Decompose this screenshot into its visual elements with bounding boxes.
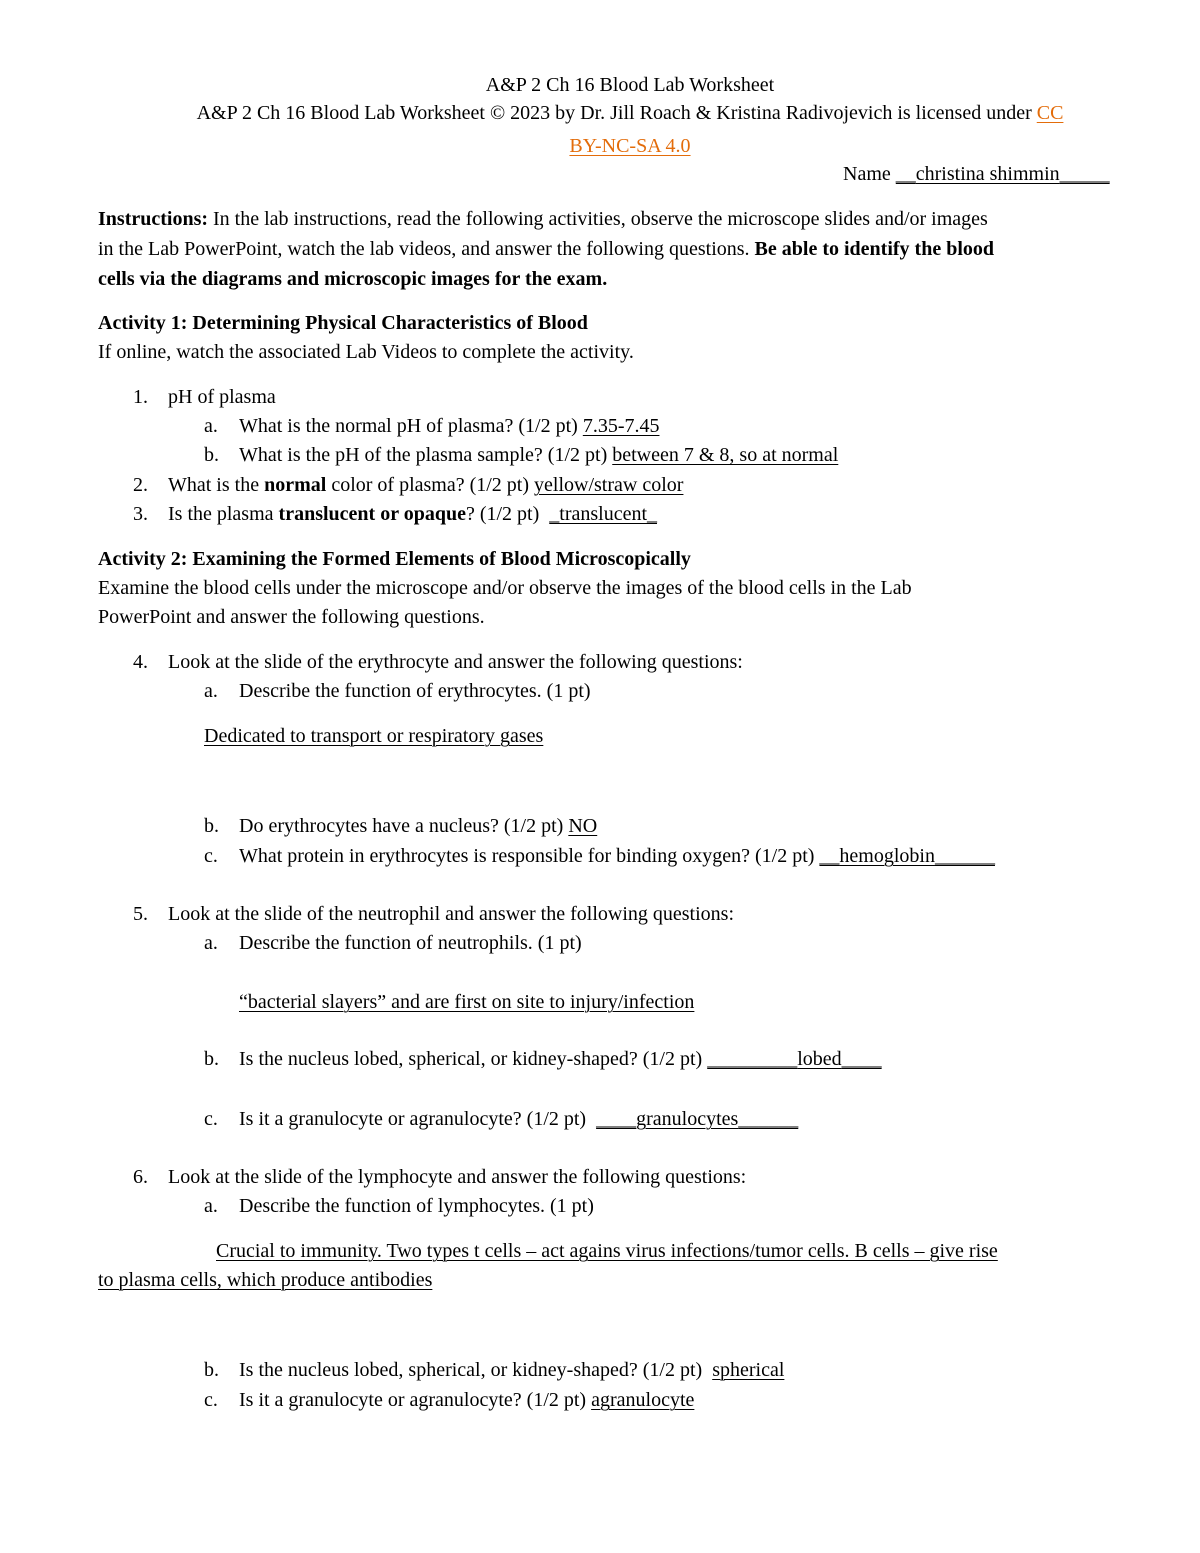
q5c-question: Is it a granulocyte or agranulocyte? (1/2 pt) <box>239 1108 587 1130</box>
q1b-answer[interactable]: between 7 & 8, so at normal <box>612 444 839 466</box>
q6-text: Look at the slide of the lymphocyte and answer the following questions: <box>168 1166 747 1188</box>
q4b <box>239 814 597 838</box>
q5c-letter: c. <box>204 1108 218 1130</box>
q1b-question: What is the pH of the plasma sample? (1/2 pt) <box>239 444 608 466</box>
activity1-heading: Activity 1: Determining Physical Characteristics of Blood <box>98 312 588 334</box>
name-label: Name <box>843 163 891 185</box>
q5a-question: Describe the function of neutrophils. (1 pt) <box>239 932 582 954</box>
q5b-question: Is the nucleus lobed, spherical, or kidney-shaped? (1/2 pt) <box>239 1048 703 1070</box>
q2-pre: What is the <box>168 474 260 496</box>
name-post-blank: _____ <box>1059 163 1110 185</box>
license-link-text[interactable]: BY-NC-SA 4.0 <box>569 135 691 157</box>
q3-number: 3. <box>133 503 148 525</box>
q2-post: color of plasma? (1/2 pt) <box>331 474 530 496</box>
q4c-answer-pre: __ <box>819 845 840 867</box>
activity2-heading: Activity 2: Examining the Formed Elements of Blood Microscopically <box>98 548 691 570</box>
instructions-text-1: In the lab instructions, read the following activities, observe the microscope slides and/or images <box>213 208 988 230</box>
q2-bold: normal <box>264 474 327 496</box>
q6c-answer[interactable]: agranulocyte <box>591 1389 695 1411</box>
q6a-question: Describe the function of lymphocytes. (1 pt) <box>239 1195 594 1217</box>
instructions-label: Instructions: <box>98 208 209 230</box>
q4a-letter: a. <box>204 680 218 702</box>
instructions-text-2: in the Lab PowerPoint, watch the lab videos, and answer the following questions. <box>98 238 750 260</box>
q4a-question: Describe the function of erythrocytes. (1 pt) <box>239 680 591 702</box>
q3-bold: translucent or opaque <box>278 503 466 525</box>
q1-number: 1. <box>133 386 148 408</box>
q5c <box>239 1107 798 1131</box>
q6a-answer-line-1[interactable]: Crucial to immunity. Two types t cells – act agains virus infections/tumor cells. B cells – give rise <box>216 1240 998 1262</box>
q2-answer[interactable]: yellow/straw color <box>534 474 684 496</box>
q4c <box>239 844 995 868</box>
q6b-answer[interactable]: spherical <box>712 1359 785 1381</box>
q5c-answer-pre: ____ <box>596 1108 637 1130</box>
q2 <box>168 473 683 497</box>
q5b-answer-pre: _________ <box>707 1048 798 1070</box>
q4b-answer[interactable]: NO <box>568 815 598 837</box>
q4-number: 4. <box>133 651 148 673</box>
q5c-answer-post: ______ <box>738 1108 799 1130</box>
instructions-line-2 <box>98 237 994 261</box>
q6c-question: Is it a granulocyte or agranulocyte? (1/2 pt) <box>239 1389 587 1411</box>
q2-number: 2. <box>133 474 148 496</box>
q6b-letter: b. <box>204 1359 219 1381</box>
q5b-answer-post: ____ <box>841 1048 882 1070</box>
q5-text: Look at the slide of the neutrophil and answer the following questions: <box>168 903 734 925</box>
q5a-letter: a. <box>204 932 218 954</box>
license-line <box>0 101 1200 125</box>
instructions-bold-2: Be able to identify the blood <box>754 238 994 260</box>
q1a <box>239 414 659 438</box>
activity1-intro: If online, watch the associated Lab Videos to complete the activity. <box>98 341 634 363</box>
license-link[interactable]: CC <box>1036 102 1064 124</box>
q3-post: ? (1/2 pt) <box>465 503 540 525</box>
document-title: A&P 2 Ch 16 Blood Lab Worksheet <box>485 74 775 96</box>
q5b-answer[interactable]: lobed <box>797 1048 842 1070</box>
q6b-question: Is the nucleus lobed, spherical, or kidney-shaped? (1/2 pt) <box>239 1359 703 1381</box>
q1a-question: What is the normal pH of plasma? (1/2 pt) <box>239 415 578 437</box>
q5a-answer[interactable]: “bacterial slayers” and are first on site to injury/infection <box>239 991 695 1013</box>
q6c <box>239 1388 694 1412</box>
q4c-answer-post: ______ <box>934 845 995 867</box>
activity2-intro-line-2: PowerPoint and answer the following questions. <box>98 606 485 628</box>
name-value[interactable]: christina shimmin <box>915 163 1060 185</box>
q6-number: 6. <box>133 1166 148 1188</box>
q4c-question: What protein in erythrocytes is responsible for binding oxygen? (1/2 pt) <box>239 845 815 867</box>
q5c-answer[interactable]: granulocytes <box>636 1108 739 1130</box>
q6c-letter: c. <box>204 1389 218 1411</box>
q1-text: pH of plasma <box>168 386 276 408</box>
q5b <box>239 1047 882 1071</box>
q3-pre: Is the plasma <box>168 503 274 525</box>
q6b <box>239 1358 784 1382</box>
q3-answer[interactable]: _translucent_ <box>549 503 658 525</box>
instructions-line-3: cells via the diagrams and microscopic images for the exam. <box>98 268 608 290</box>
q4-text: Look at the slide of the erythrocyte and answer the following questions: <box>168 651 743 673</box>
q4b-question: Do erythrocytes have a nucleus? (1/2 pt) <box>239 815 564 837</box>
q6a-answer-line-2[interactable]: to plasma cells, which produce antibodies <box>98 1269 433 1291</box>
q4c-answer[interactable]: hemoglobin <box>839 845 935 867</box>
activity2-intro-line-1: Examine the blood cells under the microscope and/or observe the images of the blood cells in the Lab <box>98 577 912 599</box>
q3 <box>168 502 657 526</box>
license-link-continued[interactable] <box>0 134 1200 158</box>
q1b-letter: b. <box>204 444 219 466</box>
instructions-line-1 <box>98 207 988 231</box>
q4c-letter: c. <box>204 845 218 867</box>
name-field <box>843 162 1110 186</box>
q4b-letter: b. <box>204 815 219 837</box>
name-pre-blank: __ <box>895 163 916 185</box>
q1b <box>239 443 838 467</box>
q5-number: 5. <box>133 903 148 925</box>
q6a-letter: a. <box>204 1195 218 1217</box>
q5b-letter: b. <box>204 1048 219 1070</box>
q1a-answer[interactable]: 7.35-7.45 <box>582 415 660 437</box>
q1a-letter: a. <box>204 415 218 437</box>
license-text: A&P 2 Ch 16 Blood Lab Worksheet © 2023 by Dr. Jill Roach & Kristina Radivojevich is licensed under <box>196 102 1032 124</box>
q4a-answer[interactable]: Dedicated to transport or respiratory gases <box>204 725 544 747</box>
